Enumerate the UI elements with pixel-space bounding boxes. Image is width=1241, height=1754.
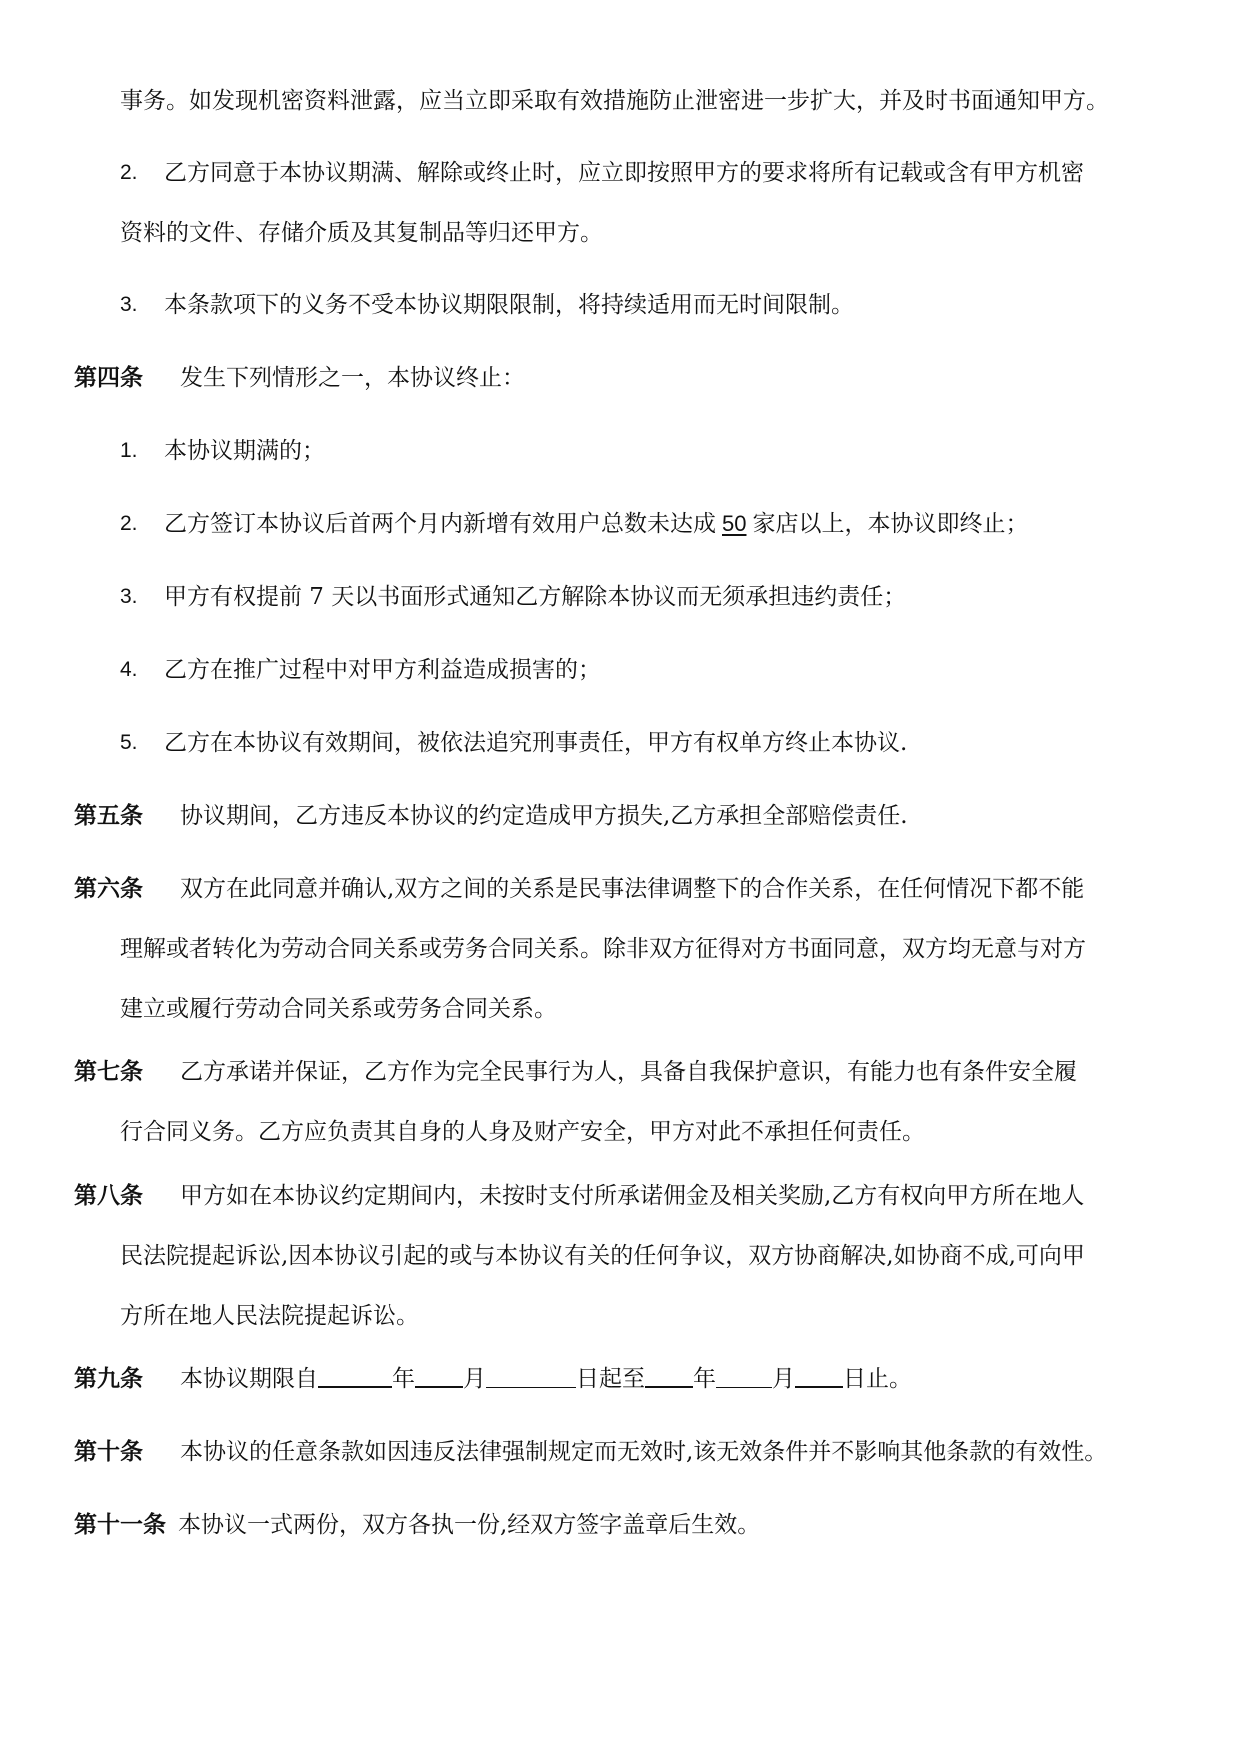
article-10-text: 本协议的任意条款如因违反法律强制规定而无效时,该无效条件并不影响其他条款的有效性。 [180, 1439, 1108, 1465]
item-text-post: 家店以上，本协议即终止； [752, 511, 1029, 537]
year-label: 年 [693, 1366, 716, 1392]
day-end-label: 日止。 [843, 1366, 912, 1392]
item-number: 1. [120, 439, 138, 462]
article-6-heading: 第六条 [74, 876, 143, 902]
article-9-text [180, 1364, 912, 1394]
article-5-heading: 第五条 [74, 803, 143, 829]
store-count-value: 50 [722, 511, 747, 536]
article-8-heading: 第八条 [74, 1183, 143, 1209]
item-text: 乙方在本协议有效期间，被依法追究刑事责任，甲方有权单方终止本协议. [164, 730, 908, 756]
item-number: 3. [120, 585, 138, 608]
item-number: 4. [120, 658, 138, 681]
item-text [164, 509, 1028, 539]
start-year-blank[interactable] [318, 1364, 392, 1388]
item-text-pre: 乙方签订本协议后首两个月内新增有效用户总数未达成 [164, 511, 716, 537]
article-8-text-line: 方所在地人民法院提起诉讼。 [120, 1303, 419, 1329]
item-text-line: 资料的文件、存储介质及其复制品等归还甲方。 [120, 220, 603, 246]
article-6-text-line: 理解或者转化为劳动合同关系或劳务合同关系。除非双方征得对方书面同意，双方均无意与对方 [120, 936, 1086, 962]
end-day-blank[interactable] [795, 1364, 843, 1388]
article-7-text-line: 行合同义务。乙方应负责其自身的人身及财产安全，甲方对此不承担任何责任。 [120, 1119, 925, 1145]
start-day-blank[interactable] [486, 1365, 576, 1388]
month-label: 月 [463, 1366, 486, 1392]
item-number: 3. [120, 293, 138, 316]
item-number: 2. [120, 512, 138, 535]
term-prefix: 本协议期限自 [180, 1366, 318, 1392]
article-11-text: 本协议一式两份，双方各执一份,经双方签字盖章后生效。 [178, 1512, 761, 1538]
month-label: 月 [772, 1366, 795, 1392]
article-4-heading: 第四条 [74, 365, 143, 391]
item-text: 乙方在推广过程中对甲方利益造成损害的； [164, 657, 601, 683]
article-6-text-line: 建立或履行劳动合同关系或劳务合同关系。 [120, 996, 557, 1022]
article-4-text: 发生下列情形之一，本协议终止： [180, 365, 525, 391]
item-text: 甲方有权提前 7 天以书面形式通知乙方解除本协议而无须承担违约责任； [164, 584, 907, 610]
item-text-line: 本条款项下的义务不受本协议期限限制，将持续适用而无时间限制。 [164, 292, 854, 318]
article-9-heading: 第九条 [74, 1366, 143, 1392]
end-year-blank[interactable] [645, 1364, 693, 1388]
article-7-text-line: 乙方承诺并保证，乙方作为完全民事行为人，具备自我保护意识，有能力也有条件安全履 [180, 1059, 1077, 1085]
article-8-text-line: 甲方如在本协议约定期间内，未按时支付所承诺佣金及相关奖励,乙方有权向甲方所在地人 [180, 1183, 1085, 1209]
article-6-text-line: 双方在此同意并确认,双方之间的关系是民事法律调整下的合作关系，在任何情况下都不能 [180, 876, 1085, 902]
article-8-text-line: 民法院提起诉讼,因本协议引起的或与本协议有关的任何争议，双方协商解决,如协商不成,可向甲 [120, 1243, 1085, 1269]
item-number: 2. [120, 161, 138, 184]
day-start-label: 日起至 [576, 1366, 645, 1392]
year-label: 年 [392, 1366, 415, 1392]
paragraph-continuation: 事务。如发现机密资料泄露，应当立即采取有效措施防止泄密进一步扩大，并及时书面通知甲方。 [120, 88, 1109, 114]
article-11-heading: 第十一条 [74, 1512, 166, 1538]
item-number: 5. [120, 731, 138, 754]
end-month-blank[interactable] [716, 1365, 772, 1388]
item-text: 本协议期满的； [164, 438, 325, 464]
article-10-heading: 第十条 [74, 1439, 143, 1465]
article-7-heading: 第七条 [74, 1059, 143, 1085]
item-text-line: 乙方同意于本协议期满、解除或终止时，应立即按照甲方的要求将所有记载或含有甲方机密 [164, 160, 1084, 186]
article-5-text: 协议期间，乙方违反本协议的约定造成甲方损失,乙方承担全部赔偿责任. [180, 803, 908, 829]
start-month-blank[interactable] [415, 1364, 463, 1388]
